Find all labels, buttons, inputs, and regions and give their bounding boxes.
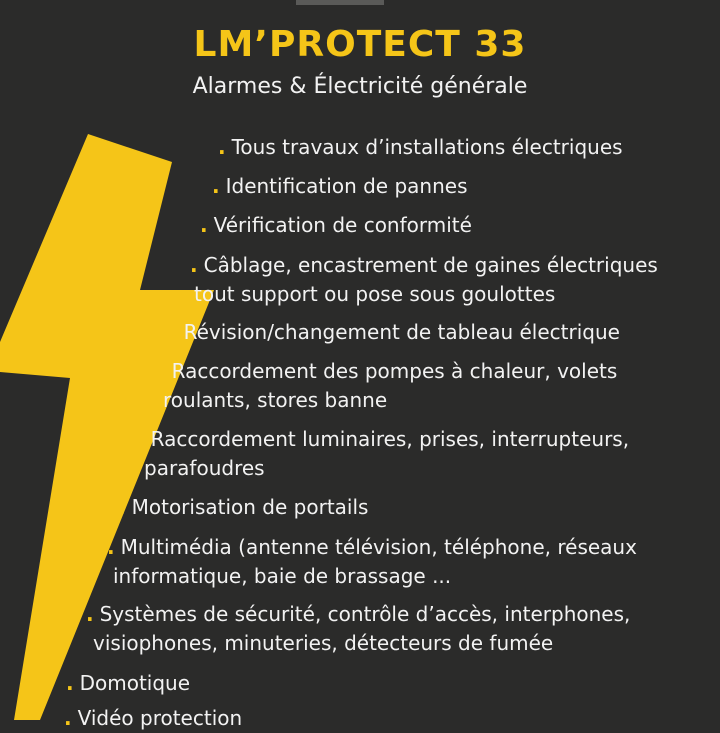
service-line: tout support ou pose sous goulottes (194, 282, 556, 306)
service-text: Révision/changement de tableau électrique (183, 320, 620, 344)
service-text: Motorisation de portails (131, 495, 369, 519)
service-line (170, 318, 620, 347)
service-text: Vérification de conformité (213, 213, 472, 237)
service-line: informatique, baie de brassage ... (113, 564, 452, 588)
service-item (218, 133, 623, 162)
company-subtitle: Alarmes & Électricité générale (192, 74, 528, 99)
service-item (64, 704, 242, 733)
service-text: Vidéo protection (77, 706, 243, 730)
service-item (137, 425, 629, 483)
service-line (200, 211, 472, 240)
service-text: Systèmes de sécurité, contrôle d’accès, interphones, (99, 602, 631, 626)
bullet-dot: . (66, 671, 74, 695)
service-text: Câblage, encastrement de gaines électriques (203, 253, 658, 277)
service-line: parafoudres (144, 456, 265, 480)
service-line (118, 493, 368, 522)
bullet-dot: . (118, 495, 126, 519)
bullet-dot: . (137, 427, 145, 451)
service-text: Multimédia (antenne télévision, téléphone, réseaux (120, 535, 637, 559)
service-line (64, 704, 242, 733)
service-text: Raccordement luminaires, prises, interrupteurs, (150, 427, 630, 451)
bullet-dot: . (200, 213, 208, 237)
service-line (190, 251, 658, 280)
service-text: Tous travaux d’installations électriques (231, 135, 623, 159)
bullet-dot: . (212, 174, 220, 198)
service-item (86, 600, 630, 658)
company-title: LM’PROTECT 33 (193, 24, 527, 65)
service-line: visiophones, minuteries, détecteurs de fumée (93, 631, 554, 655)
service-line (66, 669, 190, 698)
bullet-dot: . (107, 535, 115, 559)
service-item (158, 357, 617, 415)
service-line (86, 600, 630, 629)
service-item (212, 172, 467, 201)
service-line (218, 133, 623, 162)
bullet-dot: . (64, 706, 72, 730)
service-text: Raccordement des pompes à chaleur, volets (171, 359, 618, 383)
service-line (158, 357, 617, 386)
service-item (107, 533, 637, 591)
service-item (190, 251, 658, 309)
bullet-dot: . (86, 602, 94, 626)
service-item (118, 493, 368, 522)
bullet-dot: . (170, 320, 178, 344)
service-item (200, 211, 472, 240)
service-line (137, 425, 629, 454)
service-line: roulants, stores banne (163, 388, 388, 412)
service-item (170, 318, 620, 347)
service-item (66, 669, 190, 698)
service-text: Domotique (79, 671, 191, 695)
service-line (107, 533, 637, 562)
bullet-dot: . (218, 135, 226, 159)
bullet-dot: . (190, 253, 198, 277)
service-text: Identification de pannes (225, 174, 468, 198)
service-line (212, 172, 467, 201)
bullet-dot: . (158, 359, 166, 383)
